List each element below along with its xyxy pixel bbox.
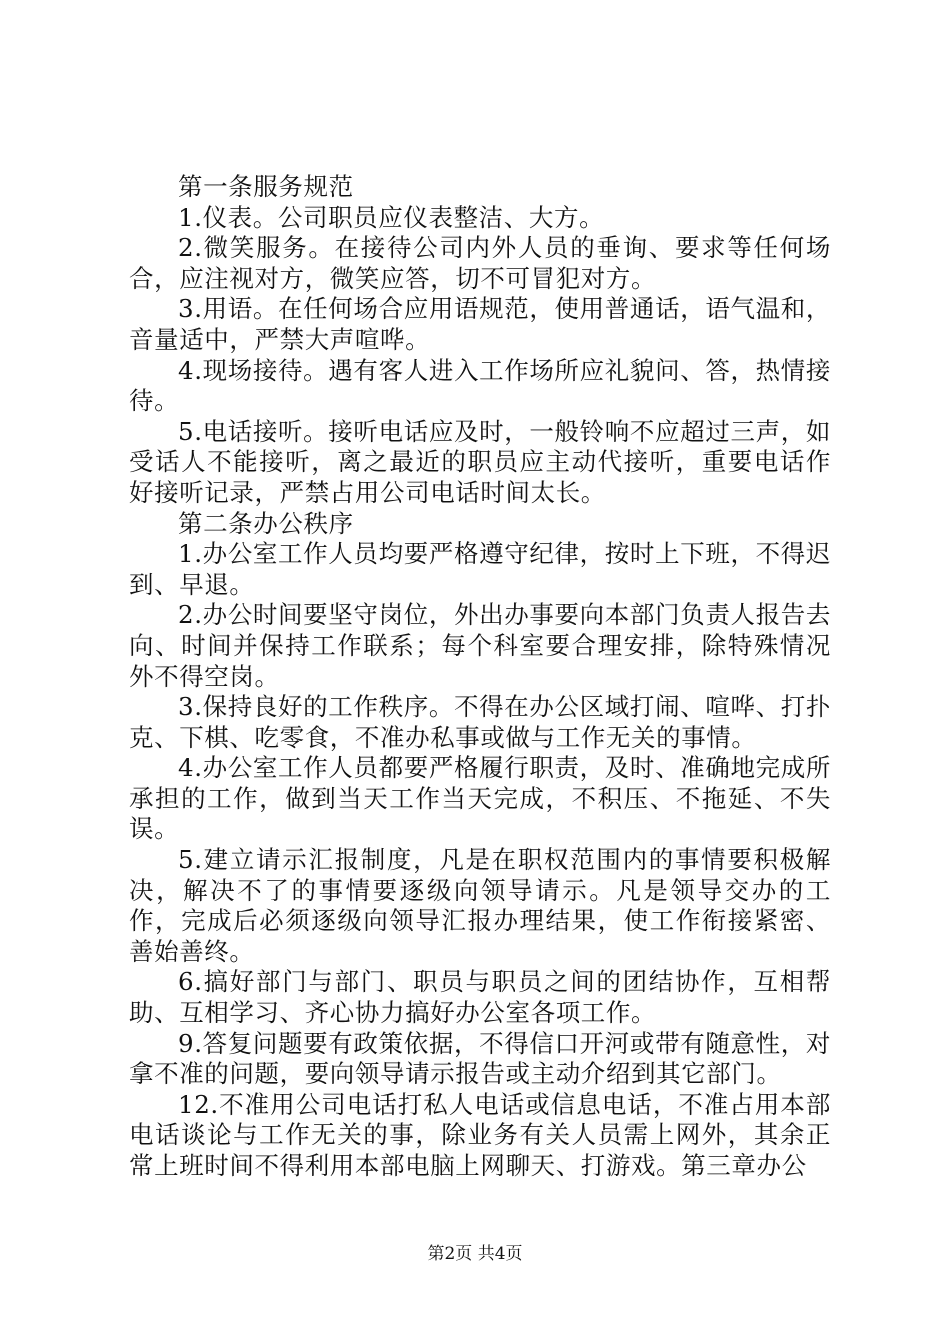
paragraph-reporting: 5.建立请示汇报制度，凡是在职权范围内的事情要积极解决，解决不了的事情要逐级向领导请示。凡是领导交办的工作，完成后必须逐级向领导汇报办理结果，使工作衔接紧密、善始善终。 — [129, 845, 831, 966]
paragraph-smile-service: 2.微笑服务。在接待公司内外人员的垂询、要求等任何场合，应注视对方，微笑应答，切不可冒犯对方。 — [129, 233, 831, 293]
paragraph-work-order: 3.保持良好的工作秩序。不得在办公区域打闹、喧哗、打扑克、下棋、吃零食，不准办私事或做与工作无关的事情。 — [129, 692, 831, 752]
page-number-footer: 第2页 共4页 — [427, 1244, 523, 1264]
section-heading-service: 第一条服务规范 — [178, 172, 354, 201]
document-body — [129, 172, 831, 1182]
paragraph-language: 3.用语。在任何场合应用语规范，使用普通话，语气温和，音量适中，严禁大声喧哗。 — [129, 294, 831, 354]
paragraph-discipline: 1.办公室工作人员均要严格遵守纪律，按时上下班，不得迟到、早退。 — [129, 539, 831, 599]
paragraph-appearance: 1.仪表。公司职员应仪表整洁、大方。 — [178, 202, 605, 232]
paragraph-phone-internet: 12.不准用公司电话打私人电话或信息电话，不准占用本部电话谈论与工作无关的事，除业务有关人员需上网外，其余正常上班时间不得利用本部电脑上网聊天、打游戏。第三章办公 — [129, 1089, 831, 1180]
section-heading-office-order: 第二条办公秩序 — [178, 508, 354, 538]
paragraph-cooperation: 6.搞好部门与部门、职员与职员之间的团结协作，互相帮助、互相学习、齐心协力搞好办公室各项工作。 — [129, 967, 831, 1028]
paragraph-phone: 5.电话接听。接听电话应及时，一般铃响不应超过三声，如受话人不能接听，离之最近的职员应主动代接听，重要电话作好接听记录，严禁占用公司电话时间太长。 — [129, 416, 831, 507]
paragraph-post: 2.办公时间要坚守岗位，外出办事要向本部门负责人报告去向、时间并保持工作联系；每个科室要合理安排，除特殊情况外不得空岗。 — [129, 600, 831, 691]
paragraph-duties: 4.办公室工作人员都要严格履行职责，及时、准确地完成所承担的工作，做到当天工作当天完成，不积压、不拖延、不失误。 — [129, 753, 831, 844]
paragraph-reception: 4.现场接待。遇有客人进入工作场所应礼貌问、答，热情接待。 — [129, 355, 831, 416]
paragraph-answers: 9.答复问题要有政策依据，不得信口开河或带有随意性，对拿不准的问题，要向领导请示报告或主动介绍到其它部门。 — [129, 1028, 831, 1089]
